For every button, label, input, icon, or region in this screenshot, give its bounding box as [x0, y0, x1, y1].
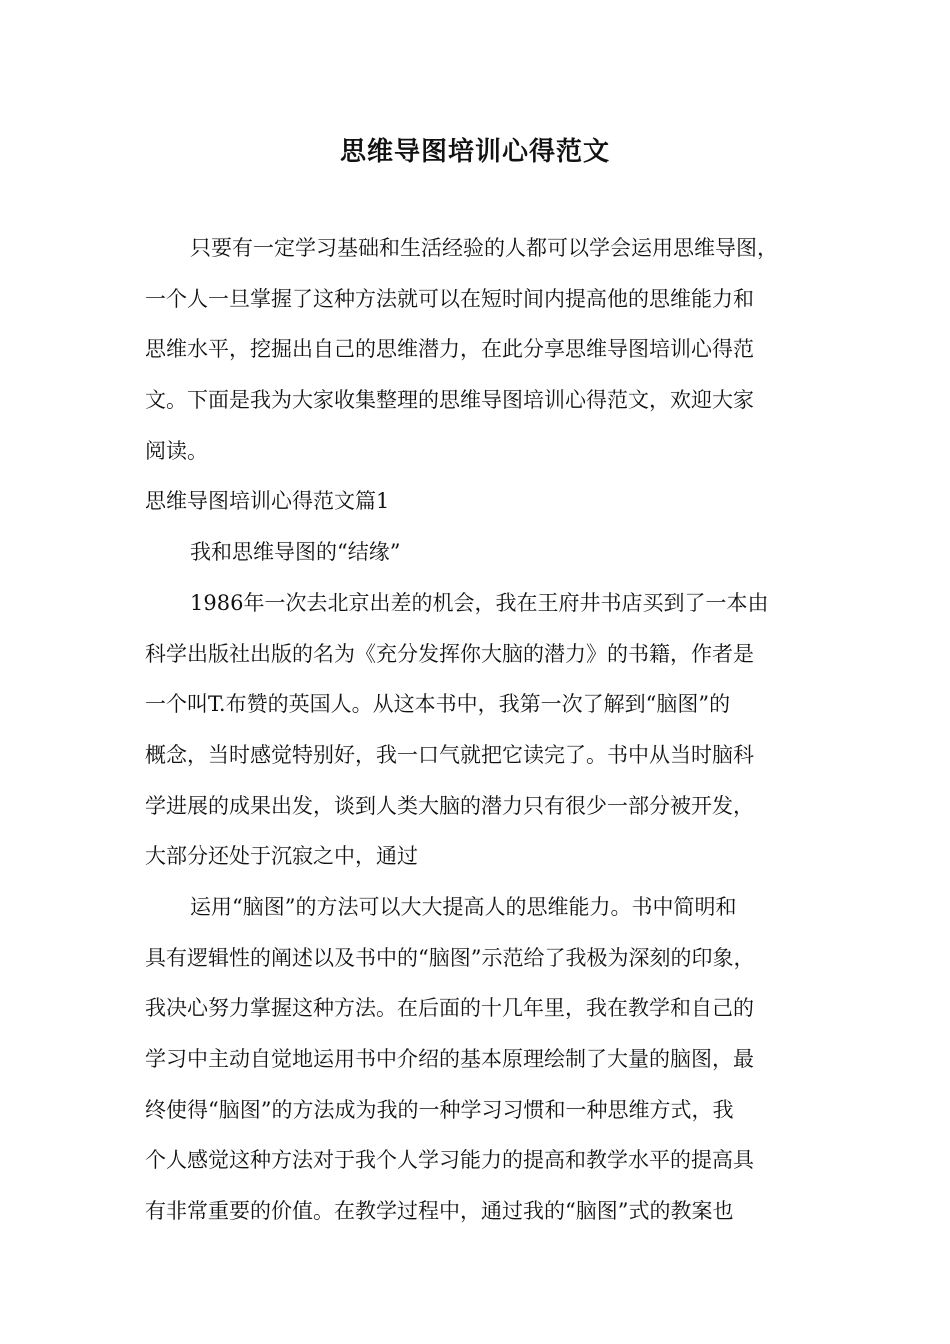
- text-line: 大部分还处于沉寂之中，通过: [145, 844, 418, 869]
- text-line: 阅读。: [145, 438, 208, 463]
- document-title: 思维导图培训心得范文: [339, 137, 610, 167]
- text-line: 一个人一旦掌握了这种方法就可以在短时间内提高他的思维能力和: [145, 286, 754, 311]
- text-line: 学习中主动自觉地运用书中介绍的基本原理绘制了大量的脑图，最: [145, 1047, 754, 1071]
- text-line: 学进展的成果出发，谈到人类大脑的潜力只有很少一部分被开发，: [145, 793, 754, 818]
- text-line: 终使得“脑图”的方法成为我的一种学习习惯和一种思维方式，我: [145, 1097, 734, 1122]
- text-line: 个人感觉这种方法对于我个人学习能力的提高和教学水平的提高具: [145, 1148, 754, 1173]
- text-line: 我和思维导图的“结缘”: [190, 540, 401, 565]
- text-line: 只要有一定学习基础和生活经验的人都可以学会运用思维导图，: [190, 236, 778, 260]
- text-line: 思维水平，挖掘出自己的思维潜力，在此分享思维导图培训心得范: [145, 337, 754, 362]
- text-line: 1986年一次去北京出差的机会，我在王府井书店买到了一本由: [190, 590, 769, 615]
- document-body: [145, 223, 825, 1237]
- text-line: 思维导图培训心得范文篇1: [145, 489, 390, 514]
- text-line: 我决心努力掌握这种方法。在后面的十几年里，我在教学和自己的: [145, 996, 754, 1021]
- text-line: 具有逻辑性的阐述以及书中的“脑图”示范给了我极为深刻的印象，: [145, 945, 755, 970]
- text-line: 运用“脑图”的方法可以大大提高人的思维能力。书中简明和: [190, 894, 737, 919]
- text-line: 一个叫T.布赞的英国人。从这本书中，我第一次了解到“脑图”的: [145, 692, 731, 717]
- text-line: 有非常重要的价值。在教学过程中，通过我的“脑图”式的教案也: [145, 1199, 734, 1224]
- text-line: 科学出版社出版的名为《充分发挥你大脑的潜力》的书籍，作者是: [145, 641, 754, 666]
- text-line: 文。下面是我为大家收集整理的思维导图培训心得范文，欢迎大家: [145, 388, 754, 413]
- text-line: 概念，当时感觉特别好，我一口气就把它读完了。书中从当时脑科: [145, 742, 754, 767]
